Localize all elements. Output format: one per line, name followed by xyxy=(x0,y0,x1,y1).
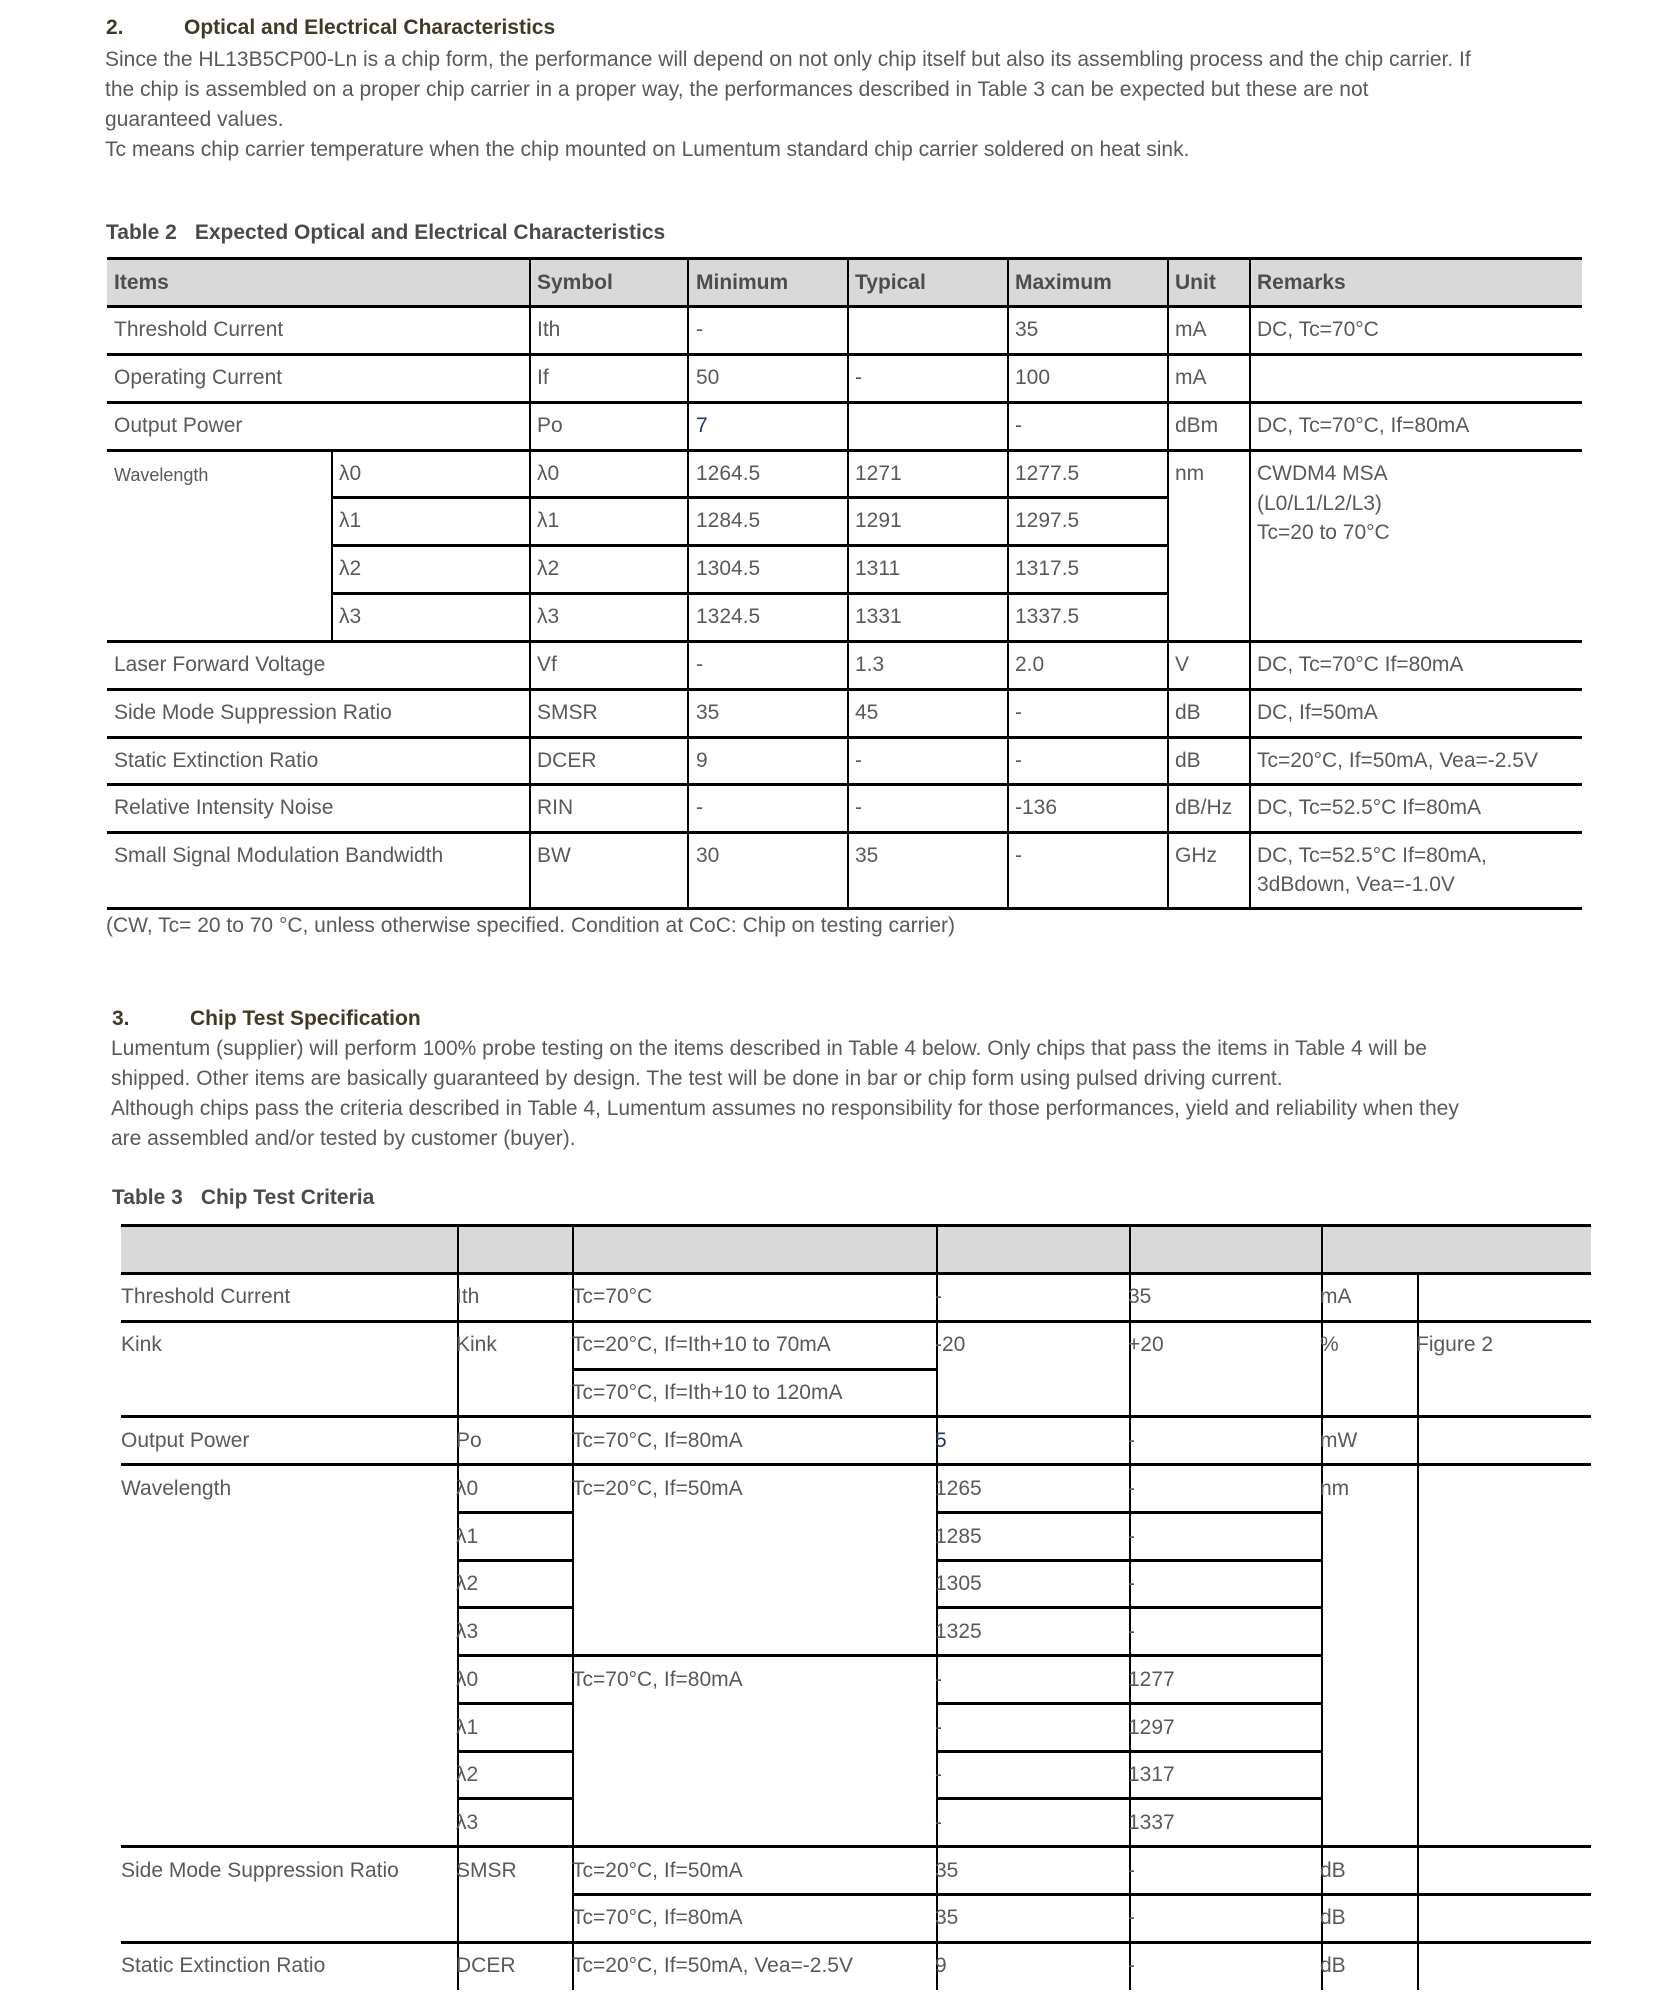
cell-item: Side Mode Suppression Ratio xyxy=(121,1859,399,1882)
section-3-paragraph xyxy=(111,1034,1459,1154)
table-border xyxy=(107,257,1582,260)
cell-item: Wavelength xyxy=(114,465,209,485)
table-border xyxy=(121,1415,1591,1418)
cell-typ: - xyxy=(855,366,862,389)
paragraph-line: are assembled and/or tested by customer (buyer). xyxy=(111,1127,576,1150)
cell-min: 5 xyxy=(935,1429,947,1452)
cell-typ: 1311 xyxy=(855,557,901,580)
cell-min: - xyxy=(696,796,703,819)
cell-symbol: RIN xyxy=(537,796,574,819)
cell-condition: Tc=70°C xyxy=(572,1285,653,1308)
cell-max: - xyxy=(1128,1954,1135,1977)
table-border xyxy=(458,1511,573,1514)
table-header-background xyxy=(121,1226,1591,1274)
cell-max: 35 xyxy=(1015,318,1039,341)
table-border xyxy=(332,496,1168,499)
cell-condition: Tc=20°C, If=50mA, Vea=-2.5V xyxy=(572,1954,853,1977)
cell-min: - xyxy=(935,1811,942,1834)
table-border xyxy=(121,1463,1591,1466)
cell-item: Operating Current xyxy=(114,366,283,389)
cell-condition: Tc=20°C, If=50mA xyxy=(572,1477,743,1500)
cell-typ: 1.3 xyxy=(855,653,885,676)
cell-min: 35 xyxy=(935,1859,959,1882)
section-2-paragraph xyxy=(105,45,1471,165)
table-border xyxy=(1417,1273,1419,1990)
table-border xyxy=(847,258,849,909)
table-border xyxy=(458,1654,1323,1657)
cell-item: Side Mode Suppression Ratio xyxy=(114,701,392,724)
cell-unit: nm xyxy=(1320,1477,1350,1500)
table-border xyxy=(107,736,1582,739)
cell-min: 1324.5 xyxy=(696,605,761,628)
cell-min: 1304.5 xyxy=(696,557,761,580)
table-border xyxy=(1249,258,1251,909)
column-header-items: Items xyxy=(114,271,169,294)
cell-item: Kink xyxy=(121,1333,162,1356)
cell-max: 2.0 xyxy=(1015,653,1045,676)
cell-condition: Tc=20°C, If=50mA xyxy=(572,1859,743,1882)
cell-max: - xyxy=(1015,844,1022,867)
cell-symbol: λ0 xyxy=(456,1668,479,1691)
cell-remarks: Tc=20°C, If=50mA, Vea=-2.5V xyxy=(1257,749,1538,772)
table-border xyxy=(1007,258,1009,909)
cell-max: 1317 xyxy=(1128,1763,1175,1786)
cell-symbol: λ2 xyxy=(456,1572,479,1595)
cell-symbol: Ith xyxy=(456,1285,480,1308)
table-border xyxy=(573,1368,938,1371)
table-border xyxy=(107,353,1582,356)
paragraph-line: Since the HL13B5CP00-Ln is a chip form, the performance will depend on not only chip itself but also its assembling process and the chip carrier. If xyxy=(105,48,1471,71)
cell-unit: dB xyxy=(1320,1906,1346,1929)
table-border xyxy=(107,640,1582,643)
table-2-footnote: (CW, Tc= 20 to 70 °C, unless otherwise specified. Condition at CoC: Chip on testing carrier) xyxy=(106,914,955,937)
table-border xyxy=(107,688,1582,691)
cell-item: Wavelength xyxy=(121,1477,232,1500)
table-border xyxy=(121,1941,1591,1944)
column-header-symbol: Symbol xyxy=(537,271,613,294)
table-border xyxy=(121,1272,1591,1275)
cell-item: Laser Forward Voltage xyxy=(114,653,326,676)
cell-item: Output Power xyxy=(114,414,243,437)
cell-symbol: BW xyxy=(537,844,571,867)
cell-item: Small Signal Modulation Bandwidth xyxy=(114,844,444,867)
table-border xyxy=(331,449,333,642)
cell-unit: dB xyxy=(1320,1954,1346,1977)
cell-min: 30 xyxy=(696,844,720,867)
cell-symbol: Po xyxy=(537,414,563,437)
cell-min: - xyxy=(935,1763,942,1786)
cell-max: - xyxy=(1128,1620,1135,1643)
cell-min: 7 xyxy=(696,414,708,437)
cell-unit: mA xyxy=(1175,318,1207,341)
paragraph-line: shipped. Other items are basically guaranteed by design. The test will be done in bar or chip form using pulsed driving current. xyxy=(111,1067,1283,1090)
cell-max: 1297 xyxy=(1128,1716,1175,1739)
table-border xyxy=(121,1845,1591,1848)
caption-title: Chip Test Criteria xyxy=(200,1186,375,1209)
table-border xyxy=(107,449,1582,452)
cell-max: +20 xyxy=(1128,1333,1164,1356)
column-header-typical: Typical xyxy=(855,271,926,294)
cell-sub-item: λ1 xyxy=(339,509,362,532)
cell-symbol: Po xyxy=(456,1429,482,1452)
cell-min: 1264.5 xyxy=(696,462,761,485)
cell-symbol: If xyxy=(537,366,549,389)
table-border xyxy=(458,1606,573,1609)
cell-remarks-line: (L0/L1/L2/L3) xyxy=(1257,492,1382,515)
cell-item: Threshold Current xyxy=(121,1285,291,1308)
cell-unit: dB/Hz xyxy=(1175,796,1233,819)
cell-unit: mW xyxy=(1320,1429,1358,1452)
cell-min: - xyxy=(696,653,703,676)
cell-min: - xyxy=(935,1285,942,1308)
cell-typ: 1271 xyxy=(855,462,902,485)
column-header-maximum: Maximum xyxy=(1015,271,1112,294)
cell-min: - xyxy=(935,1716,942,1739)
cell-symbol: λ3 xyxy=(456,1620,479,1643)
paragraph-line: guaranteed values. xyxy=(105,108,284,131)
cell-unit: dB xyxy=(1175,749,1201,772)
paragraph-line: Lumentum (supplier) will perform 100% probe testing on the items described in Table 4 below. Only chips that pass the items in Table 4 will be xyxy=(111,1037,1427,1060)
table-border xyxy=(107,305,1582,308)
cell-typ: - xyxy=(855,749,862,772)
cell-min: 1325 xyxy=(935,1620,982,1643)
cell-min: - xyxy=(935,1668,942,1691)
table-border xyxy=(458,1702,573,1705)
cell-item: Static Extinction Ratio xyxy=(121,1954,326,1977)
cell-max: - xyxy=(1015,701,1022,724)
cell-symbol: SMSR xyxy=(537,701,598,724)
cell-item: Static Extinction Ratio xyxy=(114,749,319,772)
column-header-remarks: Remarks xyxy=(1257,271,1346,294)
table-border xyxy=(573,1893,1591,1896)
table-border xyxy=(458,1797,573,1800)
cell-min: 1305 xyxy=(935,1572,982,1595)
column-header-minimum: Minimum xyxy=(696,271,789,294)
table-border xyxy=(332,592,1168,595)
section-number: 3. xyxy=(112,1007,130,1030)
section-number: 2. xyxy=(106,16,124,39)
table-border xyxy=(121,1224,1591,1227)
cell-symbol: Kink xyxy=(456,1333,497,1356)
cell-sub-item: λ0 xyxy=(339,462,362,485)
cell-unit: mA xyxy=(1175,366,1207,389)
cell-symbol: Ith xyxy=(537,318,561,341)
cell-min: 9 xyxy=(935,1954,947,1977)
cell-typ: 35 xyxy=(855,844,879,867)
cell-symbol: λ2 xyxy=(456,1763,479,1786)
table-border xyxy=(107,783,1582,786)
cell-max: -136 xyxy=(1015,796,1058,819)
cell-item: Relative Intensity Noise xyxy=(114,796,334,819)
cell-item: Output Power xyxy=(121,1429,250,1452)
column-header-unit: Unit xyxy=(1175,271,1216,294)
cell-sub-item: λ3 xyxy=(339,605,362,628)
caption-label: Table 2 xyxy=(106,221,177,244)
table-border xyxy=(687,258,689,909)
paragraph-line: Although chips pass the criteria described in Table 4, Lumentum assumes no responsibility for those performances, yield and reliability when they xyxy=(111,1097,1459,1120)
cell-remarks-line: Tc=20 to 70°C xyxy=(1257,521,1390,544)
cell-min: -20 xyxy=(935,1333,966,1356)
cell-item: Threshold Current xyxy=(114,318,284,341)
cell-max: - xyxy=(1015,414,1022,437)
cell-typ: 1331 xyxy=(855,605,902,628)
cell-unit: dBm xyxy=(1175,414,1219,437)
cell-typ: - xyxy=(855,796,862,819)
cell-symbol: SMSR xyxy=(456,1859,517,1882)
table-border xyxy=(107,831,1582,834)
cell-remarks: DC, If=50mA xyxy=(1257,701,1378,724)
cell-max: 1297.5 xyxy=(1015,509,1080,532)
cell-unit: dB xyxy=(1175,701,1201,724)
cell-condition: Tc=70°C, If=80mA xyxy=(572,1906,743,1929)
cell-symbol: λ3 xyxy=(537,605,560,628)
cell-condition: Tc=70°C, If=80mA xyxy=(572,1429,743,1452)
cell-max: 1337 xyxy=(1128,1811,1175,1834)
cell-max: 35 xyxy=(1128,1285,1152,1308)
cell-sub-item: λ2 xyxy=(339,557,362,580)
cell-unit: dB xyxy=(1320,1859,1346,1882)
cell-typ: 45 xyxy=(855,701,879,724)
section-title: Optical and Electrical Characteristics xyxy=(184,16,556,39)
table-border xyxy=(1167,258,1169,909)
cell-symbol: Vf xyxy=(537,653,557,676)
cell-unit: GHz xyxy=(1175,844,1217,867)
cell-symbol: λ3 xyxy=(456,1811,479,1834)
cell-min: 35 xyxy=(935,1906,959,1929)
cell-max: 1337.5 xyxy=(1015,605,1080,628)
table-border xyxy=(458,1559,573,1562)
table-border xyxy=(458,1750,573,1753)
cell-remarks: DC, Tc=70°C, If=80mA xyxy=(1257,414,1470,437)
table-border xyxy=(107,907,1582,910)
cell-max: 1277 xyxy=(1128,1668,1175,1691)
cell-max: - xyxy=(1128,1429,1135,1452)
cell-max: 100 xyxy=(1015,366,1051,389)
cell-remarks-line: CWDM4 MSA xyxy=(1257,462,1388,485)
cell-symbol: λ1 xyxy=(456,1716,479,1739)
cell-max: - xyxy=(1128,1477,1135,1500)
cell-max: - xyxy=(1128,1525,1135,1548)
cell-max: 1277.5 xyxy=(1015,462,1080,485)
cell-max: - xyxy=(1015,749,1022,772)
cell-unit: % xyxy=(1320,1333,1339,1356)
paragraph-line: Tc means chip carrier temperature when the chip mounted on Lumentum standard chip carrier soldered on heat sink. xyxy=(105,138,1190,161)
cell-remarks: DC, Tc=52.5°C If=80mA, xyxy=(1257,844,1487,867)
table-header-background xyxy=(107,258,1582,306)
caption-label: Table 3 xyxy=(112,1186,183,1209)
table-3-caption xyxy=(112,1186,374,1210)
cell-symbol: λ0 xyxy=(456,1477,479,1500)
cell-min: 1285 xyxy=(935,1525,982,1548)
cell-symbol: DCER xyxy=(456,1954,516,1977)
cell-min: 1284.5 xyxy=(696,509,761,532)
cell-remarks: DC, Tc=52.5°C If=80mA xyxy=(1257,796,1481,819)
cell-symbol: λ0 xyxy=(537,462,560,485)
cell-condition: Tc=70°C, If=80mA xyxy=(572,1668,743,1691)
cell-min: 35 xyxy=(696,701,720,724)
table-border xyxy=(332,544,1168,547)
cell-symbol: λ2 xyxy=(537,557,560,580)
cell-unit: V xyxy=(1175,653,1190,676)
cell-max: - xyxy=(1128,1906,1135,1929)
cell-remarks: DC, Tc=70°C xyxy=(1257,318,1379,341)
cell-condition: Tc=70°C, If=Ith+10 to 120mA xyxy=(572,1381,843,1404)
caption-title: Expected Optical and Electrical Characteristics xyxy=(194,221,666,244)
table-border xyxy=(107,401,1582,404)
cell-condition: Tc=20°C, If=Ith+10 to 70mA xyxy=(572,1333,831,1356)
cell-typ: 1291 xyxy=(855,509,902,532)
cell-min: 9 xyxy=(696,749,708,772)
cell-symbol: λ1 xyxy=(456,1525,479,1548)
table-border xyxy=(529,258,531,909)
section-2-heading xyxy=(106,16,555,40)
cell-min: - xyxy=(696,318,703,341)
cell-min: 1265 xyxy=(935,1477,982,1500)
section-3-heading xyxy=(112,1007,421,1031)
cell-max: 1317.5 xyxy=(1015,557,1080,580)
cell-unit: nm xyxy=(1175,462,1205,485)
cell-remarks: DC, Tc=70°C If=80mA xyxy=(1257,653,1464,676)
cell-max: - xyxy=(1128,1859,1135,1882)
cell-remarks: Figure 2 xyxy=(1416,1333,1494,1356)
cell-symbol: DCER xyxy=(537,749,597,772)
cell-unit: mA xyxy=(1320,1285,1352,1308)
table-border xyxy=(121,1320,1591,1323)
cell-max: - xyxy=(1128,1572,1135,1595)
cell-min: 50 xyxy=(696,366,720,389)
cell-symbol: λ1 xyxy=(537,509,560,532)
section-title: Chip Test Specification xyxy=(190,1007,421,1030)
paragraph-line: the chip is assembled on a proper chip carrier in a proper way, the performances described in Table 3 can be expected but these are not xyxy=(105,78,1369,101)
table-2-caption xyxy=(106,221,665,245)
cell-remarks: 3dBdown, Vea=-1.0V xyxy=(1257,873,1455,896)
